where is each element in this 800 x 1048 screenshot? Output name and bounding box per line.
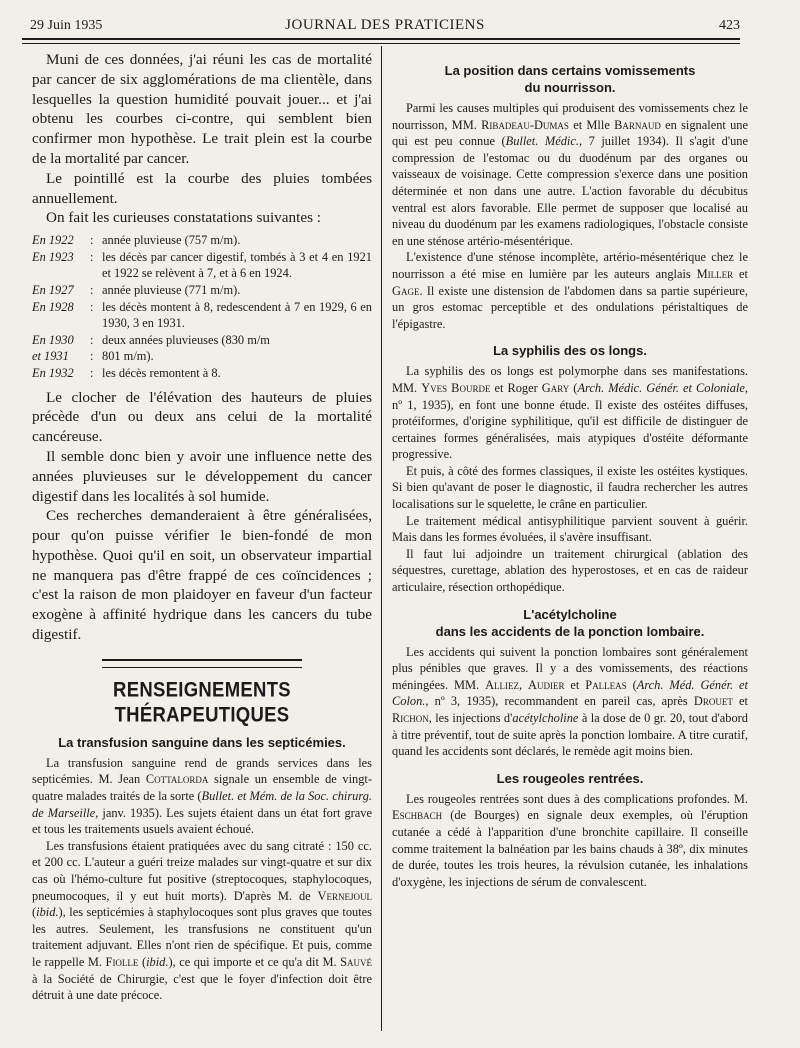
year-text: deux années pluvieuses (830 m/m	[102, 332, 270, 347]
section-title: RENSEIGNEMENTS THÉRAPEUTIQUES	[113, 676, 291, 727]
article-title-transfusion: La transfusion sanguine dans les septicémies.	[58, 734, 346, 750]
vomit-paragraph: Parmi les causes multiples qui produisent des vomissements chez le nourrisson, MM. Ribadeau-Dumas et Mlle Barnaud en signalent une qui est peu connue (Bullet. Médic., 7 juillet 1934). Il s'agit d'une compression de l'estomac ou du duodénum par des organes ou vaisseaux de voisinage. Cette compression s'exerce dans une position déterminée et non dans une autre. L'action favorable du décubitus ventral est alors favorable. Elle permet de supposer que localisé au niveau du duodénum par les examens radiologiques, l'obstacle consiste en une sténose artério-mésentérique.	[392, 101, 749, 248]
year-text: les décès montent à 8, redescendent à 7 en 1929, 6 en 1930, 3 en 1931.	[102, 299, 372, 331]
year-label: En 1932	[32, 365, 74, 380]
article-title-syphilis: La syphilis des os longs.	[493, 343, 647, 359]
intro-paragraph: Muni de ces données, j'ai réuni les cas de mortalité par cancer de six agglomérations de ma clientèle, dans lesquelles la question humidité pouvait jouer... et j'ai obtenu les courbes ci-contre, qui semblent bien confirmer mon hypothèse. Le trait plein est la courbe de la mortalité par cancer.	[32, 51, 372, 167]
year-text: les décès remontent à 8.	[102, 365, 221, 380]
year-label: En 1930	[32, 332, 74, 347]
transfusion-paragraph: La transfusion sanguine rend de grands services dans les septicémies. M. Jean Cottalorda signale un ensemble de vingt-quatre malades traités de la sorte (Bullet. et Mém. de la Soc. chirurg. de Marseille, janv. 1935). Les sujets étaient dans un état fort grave et tous les traitements usuels avaient échoué.	[32, 755, 373, 837]
year-text: année pluvieuse (757 m/m).	[102, 233, 241, 248]
year-text: 801 m/m).	[102, 349, 154, 364]
year-label: En 1923	[32, 249, 74, 264]
year-label: et 1931	[32, 349, 69, 364]
column-divider	[381, 46, 382, 1031]
vomit-paragraph: L'existence d'une sténose incomplète, artério-mésentérique chez le nourrisson a été mise en lumière par les auteurs anglais Miller et Gage. Il existe une distension de l'abdomen dans sa partie supérieure, un gros estomac perceptible et des ondulations péristaltiques de l'épigastre.	[392, 250, 748, 331]
year-row: En 1932 : les décès remontent à 8.	[32, 365, 372, 382]
article-title-rougeoles: Les rougeoles rentrées.	[496, 770, 644, 786]
year-list	[32, 232, 372, 381]
year-text: les décès par cancer digestif, tombés à 3 et 4 en 1921 et 1922 se relèvent à 7, et à 6 en 1924.	[102, 249, 372, 281]
year-row: En 1928 : les décès montent à 8, redescendent à 7 en 1929, 6 en 1930, 3 en 1931.	[32, 299, 372, 331]
section-separator	[102, 659, 302, 668]
conclusion-paragraph: Il semble donc bien y avoir une influence nette des années pluvieuses sur le développement du cancer digestif dans les localités à sol humide.	[32, 447, 372, 505]
header-rule	[22, 38, 740, 44]
year-row: et 1931 : 801 m/m).	[32, 348, 372, 365]
year-label: En 1922	[32, 233, 74, 248]
rougeole-paragraph: Les rougeoles rentrées sont dues à des complications profondes. M. Eschbach (de Bourges) en signale deux exemples, où l'éruption cutanée a cédé à l'apparition d'une bronchite capillaire. Il conseille comme traitement la balnéation par les bains chauds à 38º, dix minutes de durée, toutes les trois heures, la révulsion cutanée, les inhalations d'oxygène, les injections de sérum de convalescent.	[392, 791, 748, 889]
syphilis-paragraph: Il faut lui adjoindre un traitement chirurgical (ablation des séquestres, curettage, ablation des hyperostoses, et en cas de raideur articulaire, résection orthopédique.	[392, 546, 748, 595]
year-row: En 1922 : année pluvieuse (757 m/m).	[32, 232, 372, 249]
syphilis-paragraph: Le traitement médical antisyphilitique parvient souvent à guérir. Mais dans les formes évoluées, il s'avère insuffisant.	[392, 513, 748, 545]
acetylcholine-paragraph: Les accidents qui suivent la ponction lombaires sont généralement plus pénibles que graves. Il y a des vomissements, des réactions méningées. MM. Alliez, Audier et Palleas (Arch. Méd. Génér. et Colon., nº 3, 1935), recommandent en pareil cas, après Drouet et Richon, les injections d'acétylcholine à la dose de 0 gr. 20, tout d'abord à titre préventif, tout de suite après la ponction lombaire. A titre curatif, quand les accidents sont déclarés, le remède agit moins bien.	[392, 644, 749, 759]
page-header	[30, 16, 740, 36]
page-number: 423	[719, 18, 740, 33]
transfusion-paragraph: Les transfusions étaient pratiquées avec du sang citraté : 150 cc. et 200 cc. L'auteur a guéri treize malades sur vingt-quatre et sur dix cas où l'hémo-culture fut positive (streptocoques, staphylocoques, pneumocoques, il y eut huit morts). D'après M. de Vernejoul (ibid.), les septicémies à staphylocoques sont plus graves que toutes les autres. Seulement, les transfusions ne constituent qu'un traitement adjuvant. Elles n'ont rien de spécifique. Et puis, comme le rappelle M. Fiolle (ibid.), ce qui importe et ce qu'a dit M. Sauvé à la Société de Chirurgie, c'est que le foyer d'infection doit être détruit à une date précoce.	[32, 838, 372, 1003]
issue-date: 29 Juin 1935	[30, 18, 103, 33]
intro-paragraph: Le pointillé est la courbe des pluies tombées annuellement.	[32, 169, 372, 207]
right-column	[392, 50, 748, 890]
article-title-vomissements: La position dans certains vomissements du nourrisson.	[444, 63, 696, 95]
year-text: année pluvieuse (771 m/m).	[102, 282, 241, 297]
journal-title: JOURNAL DES PRATICIENS	[285, 17, 485, 33]
year-row: En 1923 : les décès par cancer digestif, tombés à 3 et 4 en 1921 et 1922 se relèvent à 7, et à 6 en 1924.	[32, 249, 372, 281]
year-label: En 1927	[32, 282, 74, 297]
syphilis-paragraph: Et puis, à côté des formes classiques, il existe les ostéites kystiques. Si bien qu'avant de poser le diagnostic, il faudra rechercher les autres localisations sur le squelette, le crâne en particulier.	[392, 463, 748, 512]
left-column	[32, 50, 372, 1004]
year-label: En 1928	[32, 299, 74, 314]
intro-paragraph: On fait les curieuses constatations suivantes :	[46, 209, 321, 227]
article-title-acetylcholine: L'acétylcholine dans les accidents de la ponction lombaire.	[435, 606, 705, 639]
conclusion-paragraph: Ces recherches demanderaient à être généralisées, pour qu'on puisse vérifier le bien-fondé de mon hypothèse. Quoi qu'il en soit, un observateur impartial ne manquera pas d'être frappé de ces coïncidences ; c'est la raison de mon plaidoyer en faveur d'un facteur exogène à affinité hydrique dans les cancers du tube digestif.	[32, 507, 372, 644]
year-row: En 1927 : année pluvieuse (771 m/m).	[32, 282, 372, 299]
conclusion-paragraph: Le clocher de l'élévation des hauteurs de pluies précède d'un ou deux ans celui de la mortalité cancéreuse.	[32, 388, 372, 446]
syphilis-paragraph: La syphilis des os longs est polymorphe dans ses manifestations. MM. Yves Bourde et Roger Gary (Arch. Médic. Génér. et Coloniale, nº 1, 1935), en font une bonne étude. Il existe des ostéites diffuses, protéiformes, d'origine syphilitique, qu'il est difficile de distinguer de certaines formes généralisées, mais atypiques d'ostéite déformante progressive.	[392, 364, 748, 462]
year-row: En 1930 : deux années pluvieuses (830 m/m	[32, 332, 372, 349]
